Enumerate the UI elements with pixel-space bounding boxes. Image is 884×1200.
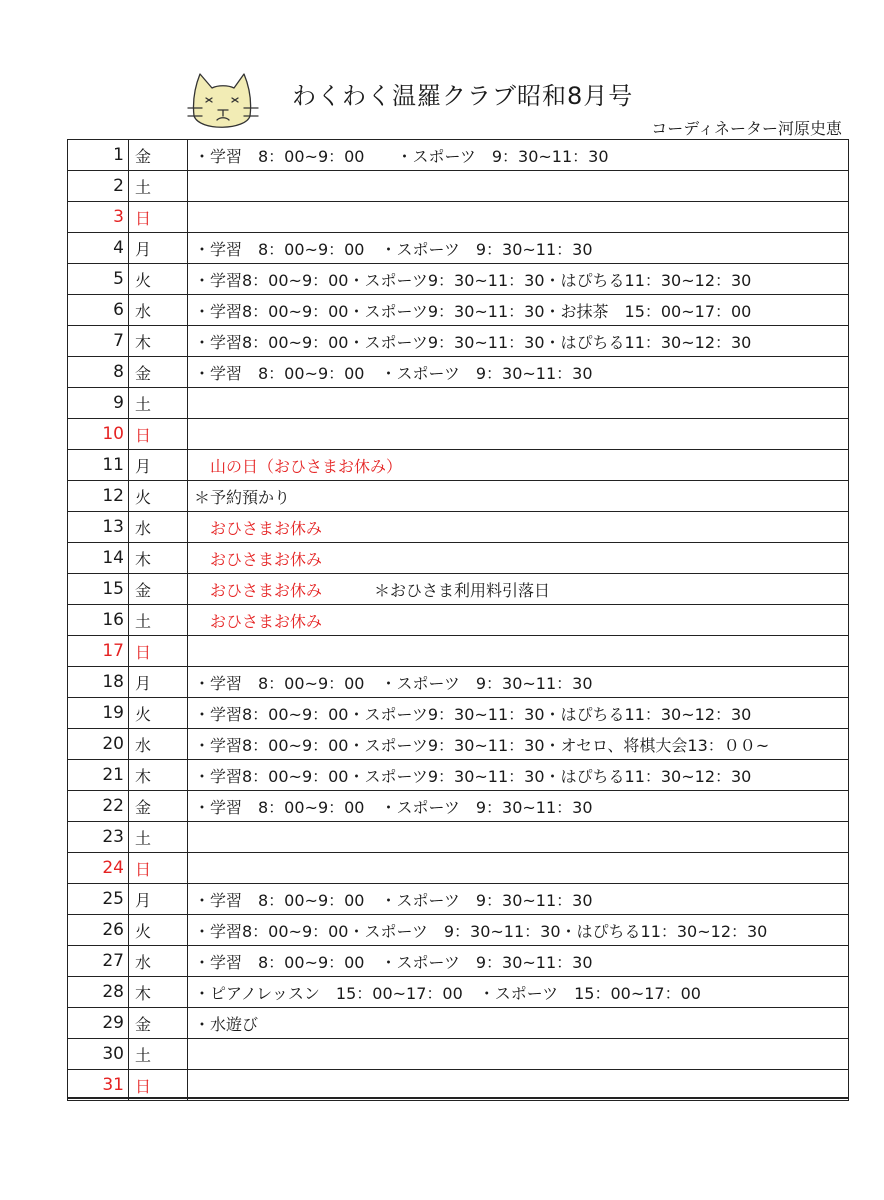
table-row [68, 915, 849, 946]
table-row [68, 667, 849, 698]
table-row [68, 760, 849, 791]
weekday: 火 [129, 481, 188, 512]
event-cell [188, 915, 849, 946]
weekday: 金 [129, 574, 188, 605]
table-row [68, 202, 849, 233]
weekday: 日 [129, 202, 188, 233]
table-row [68, 388, 849, 419]
table-row [68, 1039, 849, 1070]
table-row [68, 1008, 849, 1039]
event-note: ＊おひさま利用料引落日 [374, 580, 551, 600]
day-number: 28 [68, 977, 129, 1008]
event-cell [188, 512, 849, 543]
table-row [68, 481, 849, 512]
event-cell [188, 574, 849, 605]
table-row [68, 326, 849, 357]
event-text: ・学習8：00~9：00・スポーツ9：30~11：30・はぴちる11：30~12：30 [194, 766, 752, 786]
event-cell [188, 140, 849, 171]
day-number: 22 [68, 791, 129, 822]
weekday: 水 [129, 729, 188, 760]
table-row [68, 853, 849, 884]
event-cell [188, 791, 849, 822]
weekday: 水 [129, 295, 188, 326]
day-number: 23 [68, 822, 129, 853]
event-cell [188, 698, 849, 729]
day-number: 10 [68, 419, 129, 450]
weekday: 金 [129, 357, 188, 388]
table-row [68, 605, 849, 636]
weekday: 金 [129, 140, 188, 171]
event-cell [188, 481, 849, 512]
table-row [68, 140, 849, 171]
weekday: 木 [129, 977, 188, 1008]
schedule-table [67, 139, 849, 1101]
event-cell [188, 760, 849, 791]
table-row [68, 512, 849, 543]
weekday: 土 [129, 388, 188, 419]
day-number: 31 [68, 1070, 129, 1101]
table-row [68, 946, 849, 977]
weekday: 水 [129, 512, 188, 543]
day-number: 6 [68, 295, 129, 326]
coordinator-name: コーディネーター河原史恵 [651, 119, 842, 138]
day-number: 24 [68, 853, 129, 884]
page-title: わくわく温羅クラブ昭和8月号 [292, 82, 634, 110]
weekday: 土 [129, 1039, 188, 1070]
event-text: ・学習8：00~9：00・スポーツ9：30~11：30・はぴちる11：30~12：30 [194, 704, 752, 724]
event-cell [188, 667, 849, 698]
table-row [68, 357, 849, 388]
weekday: 土 [129, 822, 188, 853]
weekday: 日 [129, 419, 188, 450]
day-number: 18 [68, 667, 129, 698]
weekday: 月 [129, 884, 188, 915]
table-row [68, 295, 849, 326]
event-text: ・学習 8：00~9：00 ・スポーツ 9：30~11：30 [194, 797, 593, 817]
weekday: 月 [129, 667, 188, 698]
table-row [68, 729, 849, 760]
event-cell [188, 946, 849, 977]
event-text: ・学習 8：00~9：00 ・スポーツ 9：30~11：30 [194, 146, 609, 166]
event-cell [188, 636, 849, 667]
table-row [68, 233, 849, 264]
weekday: 火 [129, 264, 188, 295]
day-number: 9 [68, 388, 129, 419]
day-number: 5 [68, 264, 129, 295]
event-text: ・学習8：00~9：00・スポーツ9：30~11：30・はぴちる11：30~12：30 [194, 270, 752, 290]
event-text: ・学習8：00~9：00・スポーツ9：30~11：30・はぴちる11：30~12：30 [194, 332, 752, 352]
event-text: ・学習8：00~9：00・スポーツ 9：30~11：30・はぴちる11：30~12：30 [194, 921, 768, 941]
event-cell [188, 884, 849, 915]
event-cell [188, 450, 849, 481]
event-cell [188, 171, 849, 202]
day-number: 19 [68, 698, 129, 729]
table-row [68, 791, 849, 822]
table-row [68, 450, 849, 481]
event-cell [188, 543, 849, 574]
event-text: ・ピアノレッスン 15：00~17：00 ・スポーツ 15：00~17：00 [194, 983, 701, 1003]
event-cell [188, 357, 849, 388]
event-cell [188, 295, 849, 326]
day-number: 13 [68, 512, 129, 543]
weekday: 木 [129, 326, 188, 357]
day-number: 20 [68, 729, 129, 760]
table-row [68, 698, 849, 729]
event-cell [188, 202, 849, 233]
day-number: 17 [68, 636, 129, 667]
weekday: 日 [129, 853, 188, 884]
event-text: ＊予約預かり [194, 487, 291, 507]
day-number: 30 [68, 1039, 129, 1070]
event-text: おひさまお休み [210, 549, 323, 569]
table-row [68, 636, 849, 667]
event-text: ・学習 8：00~9：00 ・スポーツ 9：30~11：30 [194, 673, 593, 693]
table-row [68, 574, 849, 605]
event-cell [188, 977, 849, 1008]
day-number: 11 [68, 450, 129, 481]
weekday: 火 [129, 698, 188, 729]
event-cell [188, 419, 849, 450]
table-bottom-rule [67, 1097, 849, 1099]
event-cell [188, 729, 849, 760]
day-number: 2 [68, 171, 129, 202]
table-row [68, 171, 849, 202]
day-number: 26 [68, 915, 129, 946]
event-cell [188, 1070, 849, 1101]
cat-illustration [184, 70, 262, 136]
event-text: 山の日（おひさまお休み） [210, 456, 403, 476]
day-number: 4 [68, 233, 129, 264]
day-number: 3 [68, 202, 129, 233]
event-text: おひさまお休み [210, 518, 323, 538]
weekday: 土 [129, 171, 188, 202]
day-number: 25 [68, 884, 129, 915]
table-row [68, 977, 849, 1008]
day-number: 12 [68, 481, 129, 512]
day-number: 1 [68, 140, 129, 171]
weekday: 木 [129, 760, 188, 791]
table-row [68, 822, 849, 853]
weekday: 土 [129, 605, 188, 636]
event-text: おひさまお休み [210, 580, 323, 600]
event-cell [188, 605, 849, 636]
day-number: 21 [68, 760, 129, 791]
day-number: 7 [68, 326, 129, 357]
event-cell [188, 1008, 849, 1039]
event-cell [188, 388, 849, 419]
event-text: ・学習8：00~9：00・スポーツ9：30~11：30・お抹茶 15：00~17：00 [194, 301, 752, 321]
table-row [68, 884, 849, 915]
event-text: ・学習 8：00~9：00 ・スポーツ 9：30~11：30 [194, 952, 593, 972]
day-number: 8 [68, 357, 129, 388]
weekday: 金 [129, 1008, 188, 1039]
weekday: 水 [129, 946, 188, 977]
day-number: 16 [68, 605, 129, 636]
event-text: ・学習 8：00~9：00 ・スポーツ 9：30~11：30 [194, 239, 593, 259]
event-cell [188, 822, 849, 853]
table-row [68, 419, 849, 450]
event-cell [188, 326, 849, 357]
day-number: 15 [68, 574, 129, 605]
day-number: 27 [68, 946, 129, 977]
weekday: 日 [129, 1070, 188, 1101]
event-cell [188, 233, 849, 264]
day-number: 14 [68, 543, 129, 574]
event-text: ・学習 8：00~9：00 ・スポーツ 9：30~11：30 [194, 890, 593, 910]
event-cell [188, 1039, 849, 1070]
event-text: ・学習 8：00~9：00 ・スポーツ 9：30~11：30 [194, 363, 593, 383]
day-number: 29 [68, 1008, 129, 1039]
weekday: 金 [129, 791, 188, 822]
weekday: 火 [129, 915, 188, 946]
event-cell [188, 264, 849, 295]
table-row [68, 543, 849, 574]
weekday: 月 [129, 233, 188, 264]
event-text: おひさまお休み [210, 611, 323, 631]
weekday: 月 [129, 450, 188, 481]
weekday: 木 [129, 543, 188, 574]
weekday: 日 [129, 636, 188, 667]
table-row [68, 1070, 849, 1101]
event-text: ・水遊び [194, 1014, 259, 1034]
event-cell [188, 853, 849, 884]
event-text: ・学習8：00~9：00・スポーツ9：30~11：30・オセロ、将棋大会13：００~ [194, 735, 770, 755]
table-row [68, 264, 849, 295]
